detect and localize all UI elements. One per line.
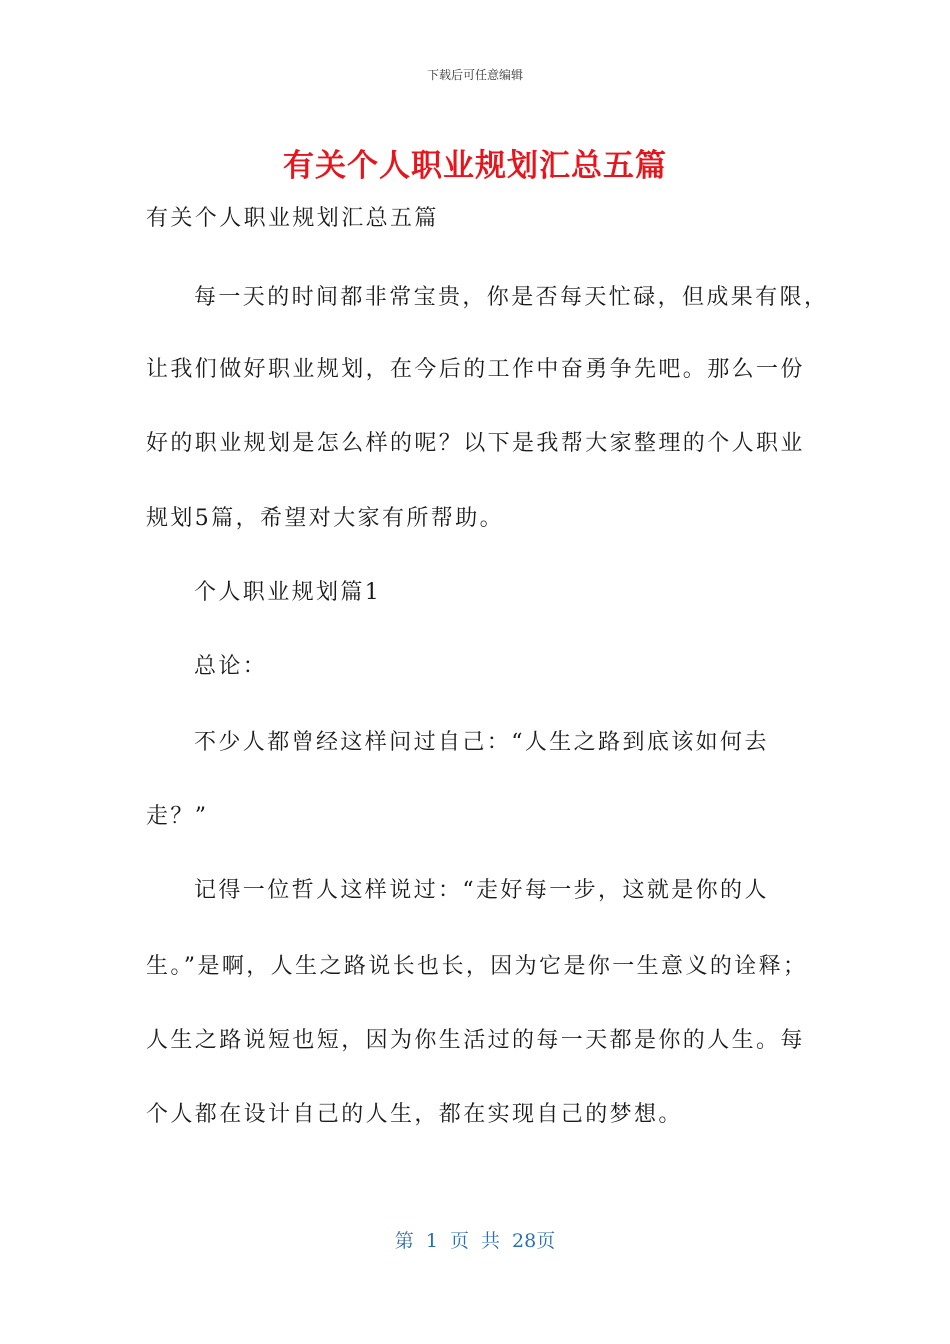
paragraph-line: 个人都在设计自己的人生，都在实现自己的梦想。	[146, 1102, 683, 1127]
paragraph-line: 每一天的时间都非常宝贵，你是否每天忙碌，但成果有限，	[194, 285, 829, 310]
paragraph-line: 走？”	[146, 804, 209, 829]
document-subtitle: 有关个人职业规划汇总五篇	[146, 206, 439, 231]
page-indicator: 第 1 页 共 28页	[394, 1230, 556, 1252]
paragraph-line: 人生之路说短也短，因为你生活过的每一天都是你的人生。每	[146, 1028, 805, 1053]
paragraph-line: 生。”是啊，人生之路说长也长，因为它是你一生意义的诠释；	[146, 954, 808, 979]
paragraph-line: 记得一位哲人这样说过：“走好每一步，这就是你的人	[194, 878, 769, 903]
header-note: 下载后可任意编辑	[426, 68, 523, 82]
section-heading: 个人职业规划篇1	[194, 580, 382, 605]
paragraph-line: 好的职业规划是怎么样的呢？以下是我帮大家整理的个人职业	[146, 431, 805, 456]
paragraph-line: 规划5篇，希望对大家有所帮助。	[146, 506, 504, 531]
document-title: 有关个人职业规划汇总五篇	[283, 148, 667, 184]
section-subheading: 总论：	[194, 654, 268, 679]
paragraph-line: 不少人都曾经这样问过自己：“人生之路到底该如何去	[194, 730, 769, 755]
paragraph-line: 让我们做好职业规划，在今后的工作中奋勇争先吧。那么一份	[146, 357, 805, 382]
